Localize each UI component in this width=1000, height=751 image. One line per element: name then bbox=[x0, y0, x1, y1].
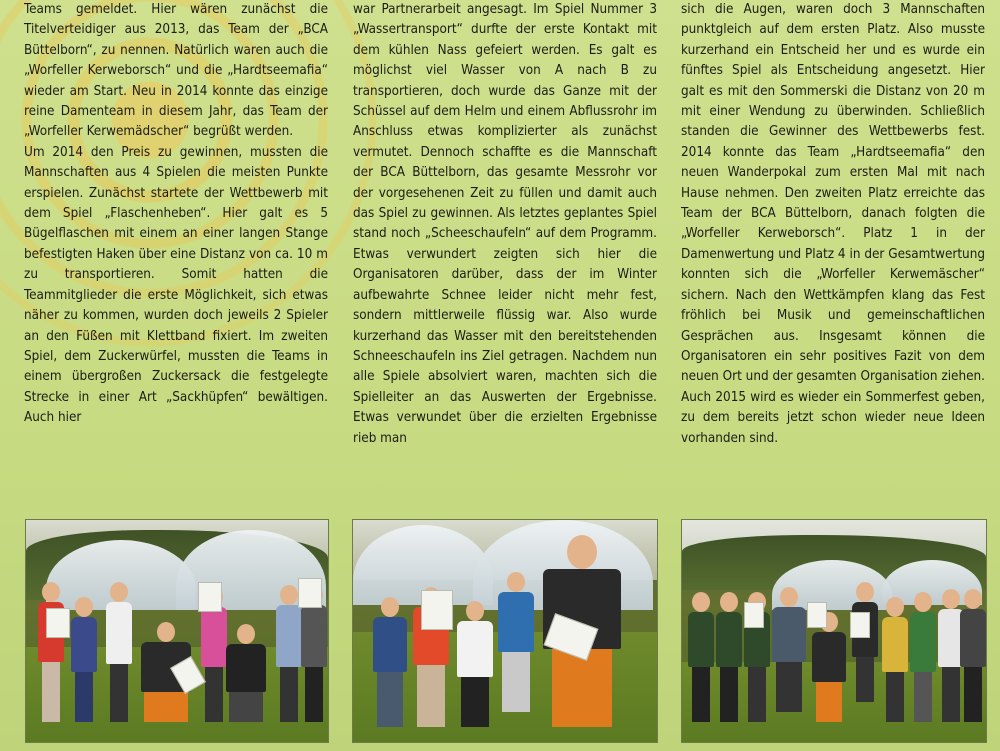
article-column-3 bbox=[681, 0, 985, 449]
team-photo-3 bbox=[681, 519, 987, 743]
team-photo-1 bbox=[25, 519, 329, 743]
certificate bbox=[744, 602, 764, 628]
column-3-paragraph-1: sich die Augen, waren doch 3 Mannschaften punktgleich auf dem ersten Platz. Also musste kurzerhand ein Entscheid her und es wurde ein fünftes Spiel als Entscheidung angesetzt. Hier galt es mit den Sommerski die Distanz von 20 m mit einer Wendung zu überwinden. Schließlich standen die Gewinner des Wettbewerbs fest. 2014 konnte das Team „Hardtseemafia“ den neuen Wanderpokal zum ersten Mal mit nach Hause nehmen. Den zweiten Platz erreichte das Team der BCA Büttelborn, danach folgten die „Worfeller Kerweborsch“. Platz 1 in der Damenwertung und Platz 4 in der Gesamtwertung konnten sich die „Worfeller Kerwemäscher“ sichern. Nach den Wettkämpfen klang das Fest fröhlich bei Musik und gemeinschaftlichen Gesprächen aus. Insgesamt können die Organisatoren ein sehr positives Fazit von dem neuen Ort und der gesamten Organisation ziehen. Auch 2015 wird es wieder ein Sommerfest geben, zu dem bereits jetzt schon wieder neue Ideen vorhanden sind. bbox=[681, 2, 985, 446]
person bbox=[71, 597, 97, 722]
person bbox=[498, 572, 534, 712]
person bbox=[910, 592, 936, 722]
article-column-1 bbox=[24, 0, 328, 429]
person bbox=[882, 597, 908, 722]
certificate bbox=[298, 578, 322, 608]
person bbox=[960, 589, 986, 722]
person bbox=[457, 601, 493, 727]
certificate bbox=[850, 612, 870, 638]
person bbox=[716, 592, 742, 722]
team-photo-2 bbox=[352, 519, 658, 743]
person bbox=[688, 592, 714, 722]
person bbox=[106, 582, 132, 722]
person bbox=[226, 624, 266, 722]
person bbox=[772, 587, 806, 712]
person bbox=[38, 582, 64, 722]
certificate bbox=[46, 608, 70, 638]
column-2-paragraph-1: war Partnerarbeit angesagt. Im Spiel Nummer 3 „Wassertransport“ durfte der erste Kontakt mit dem kühlen Nass gefeiert werden. Es galt es möglichst viel Wasser von A nach B zu transportieren, doch wurde das Ganze mit der Schüssel auf dem Helm und einem Abflussrohr im Anschluss etwas komplizierter als zunächst vermutet. Dennoch schaffte es die Mannschaft der BCA Büttelborn, das gesamte Messrohr vor der vorgesehenen Zeit zu füllen und damit auch das Spiel zu gewinnen. Als letztes geplantes Spiel stand noch „Scheeschaufeln“ auf dem Programm. Etwas verwundert zeigten sich hier die Organisatoren darüber, dass der im Winter aufbewahrte Schnee leider nicht mehr fest, sondern mittlerweile flüssig war. Also wurde kurzerhand das Wasser mit den bereitstehenden Schneeschaufeln ins Ziel getragen. Nachdem nun alle Spiele absolviert waren, machten sich die Spielleiter an das Auswerten der Ergebnisse. Etwas verwundet über die erzielten Ergebnisse rieb man bbox=[353, 2, 657, 446]
person bbox=[812, 612, 846, 722]
person bbox=[373, 597, 407, 727]
certificate bbox=[807, 602, 827, 628]
column-1-paragraph-1: Teams gemeldet. Hier wären zunächst die Titelverteidiger aus 2013, das Team der „BCA Büttelborn“, zu nennen. Natürlich waren auch die „Worfeller Kerweborsch“ und die „Hardtseemafia“ wieder am Start. Neu in 2014 konnte das einzige reine Damenteam in diesem Jahr, das Team der „Worfeller Kerwemädscher“ begrüßt werden. bbox=[24, 2, 328, 140]
certificate bbox=[198, 582, 222, 612]
article-column-2 bbox=[353, 0, 657, 449]
certificate bbox=[421, 590, 453, 630]
column-1-paragraph-2: Um 2014 den Preis zu gewinnen, mussten die Mannschaften aus 4 Spielen die meisten Punkte erspielen. Zunächst startete der Wettbewerb mit dem Spiel „Flaschenheben“. Hier galt es 5 Bügelflaschen mit einem an einer langen Stange befestigten Haken über eine Distanz von ca. 10 m zu transportieren. Somit hatten die Teammitglieder die erste Möglichkeit, sich etwas näher zu kommen, wurden doch jeweils 2 Spieler an den Füßen mit Klettband fixiert. Im zweiten Spiel, dem Zuckerwürfel, mussten die Teams in einem übergroßen Zuckersack die festgelegte Strecke in einer Art „Sackhüpfen“ bewältigen. Auch hier bbox=[24, 144, 328, 426]
person bbox=[852, 582, 878, 702]
